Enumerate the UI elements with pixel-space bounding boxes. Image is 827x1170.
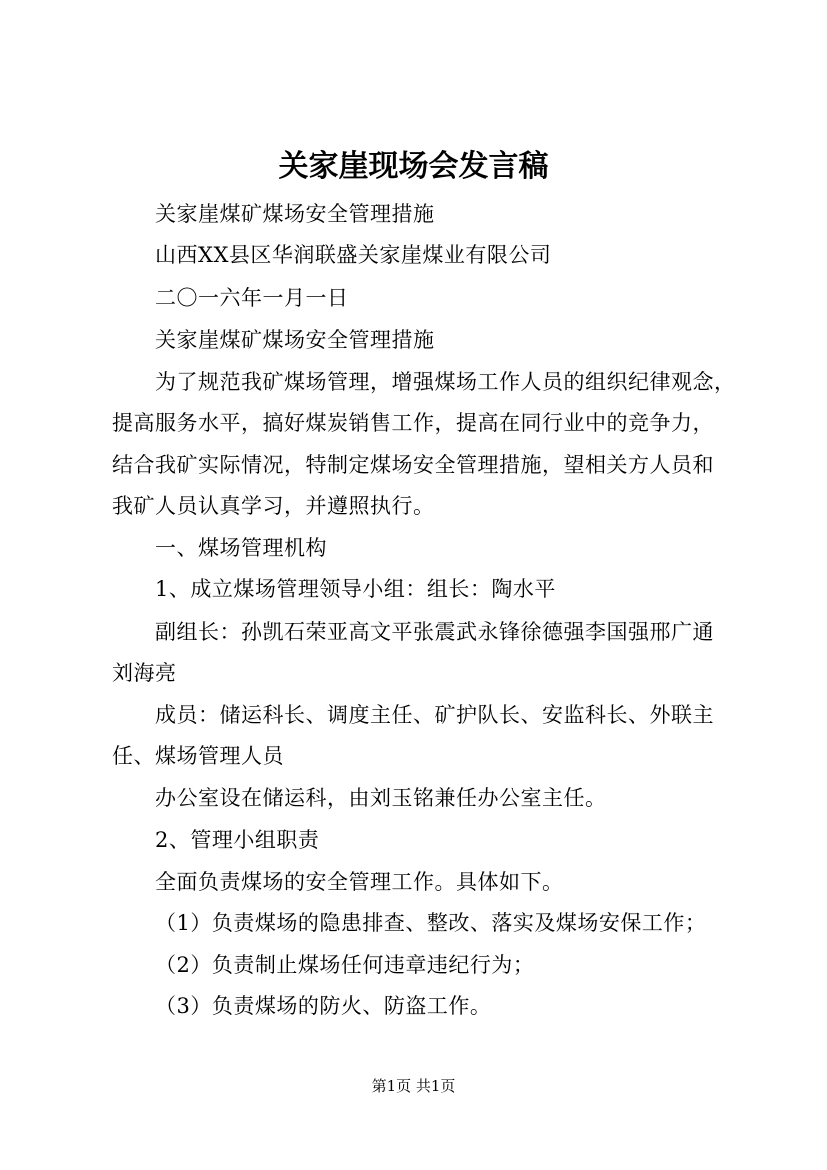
paragraph-line: 1、成立煤场管理领导小组：组长：陶水平 [155,577,556,601]
page-footer: 第1页 共1页 [371,1077,456,1095]
document-title: 关家崖现场会发言稿 [278,149,549,184]
list-item: （1）负责煤场的隐患排查、整改、落实及煤场安保工作； [155,911,707,935]
paragraph-line: 任、煤场管理人员 [112,744,284,768]
paragraph-line: 结合我矿实际情况，特制定煤场安全管理措施，望相关方人员和 [112,453,714,477]
paragraph-line: 我矿人员认真学习，并遵照执行。 [112,494,435,518]
paragraph-line: 副组长：孙凯石荣亚高文平张震武永锋徐德强李国强邢广通 [155,620,714,644]
paragraph-line: 全面负责煤场的安全管理工作。具体如下。 [155,870,564,894]
list-item: （2）负责制止煤场任何违章违纪行为； [155,953,535,977]
paragraph-line: 办公室设在储运科，由刘玉铭兼任办公室主任。 [155,786,607,810]
paragraph-line: 成员：储运科长、调度主任、矿护队长、安监科长、外联主 [155,703,714,727]
company-line: 山西XX县区华润联盛关家崖煤业有限公司 [155,243,552,267]
section-heading: 关家崖煤矿煤场安全管理措施 [155,328,435,352]
subtitle-line: 关家崖煤矿煤场安全管理措施 [155,202,435,226]
paragraph-line: 提高服务水平，搞好煤炭销售工作，提高在同行业中的竞争力， [112,411,714,435]
section-heading: 一、煤场管理机构 [155,536,327,560]
section-heading: 2、管理小组职责 [155,828,320,852]
paragraph-line: 为了规范我矿煤场管理，增强煤场工作人员的组织纪律观念， [155,370,736,394]
paragraph-line: 刘海亮 [112,661,177,685]
date-line: 二〇一六年一月一日 [155,286,349,310]
list-item: （3）负责煤场的防火、防盗工作。 [155,994,492,1018]
